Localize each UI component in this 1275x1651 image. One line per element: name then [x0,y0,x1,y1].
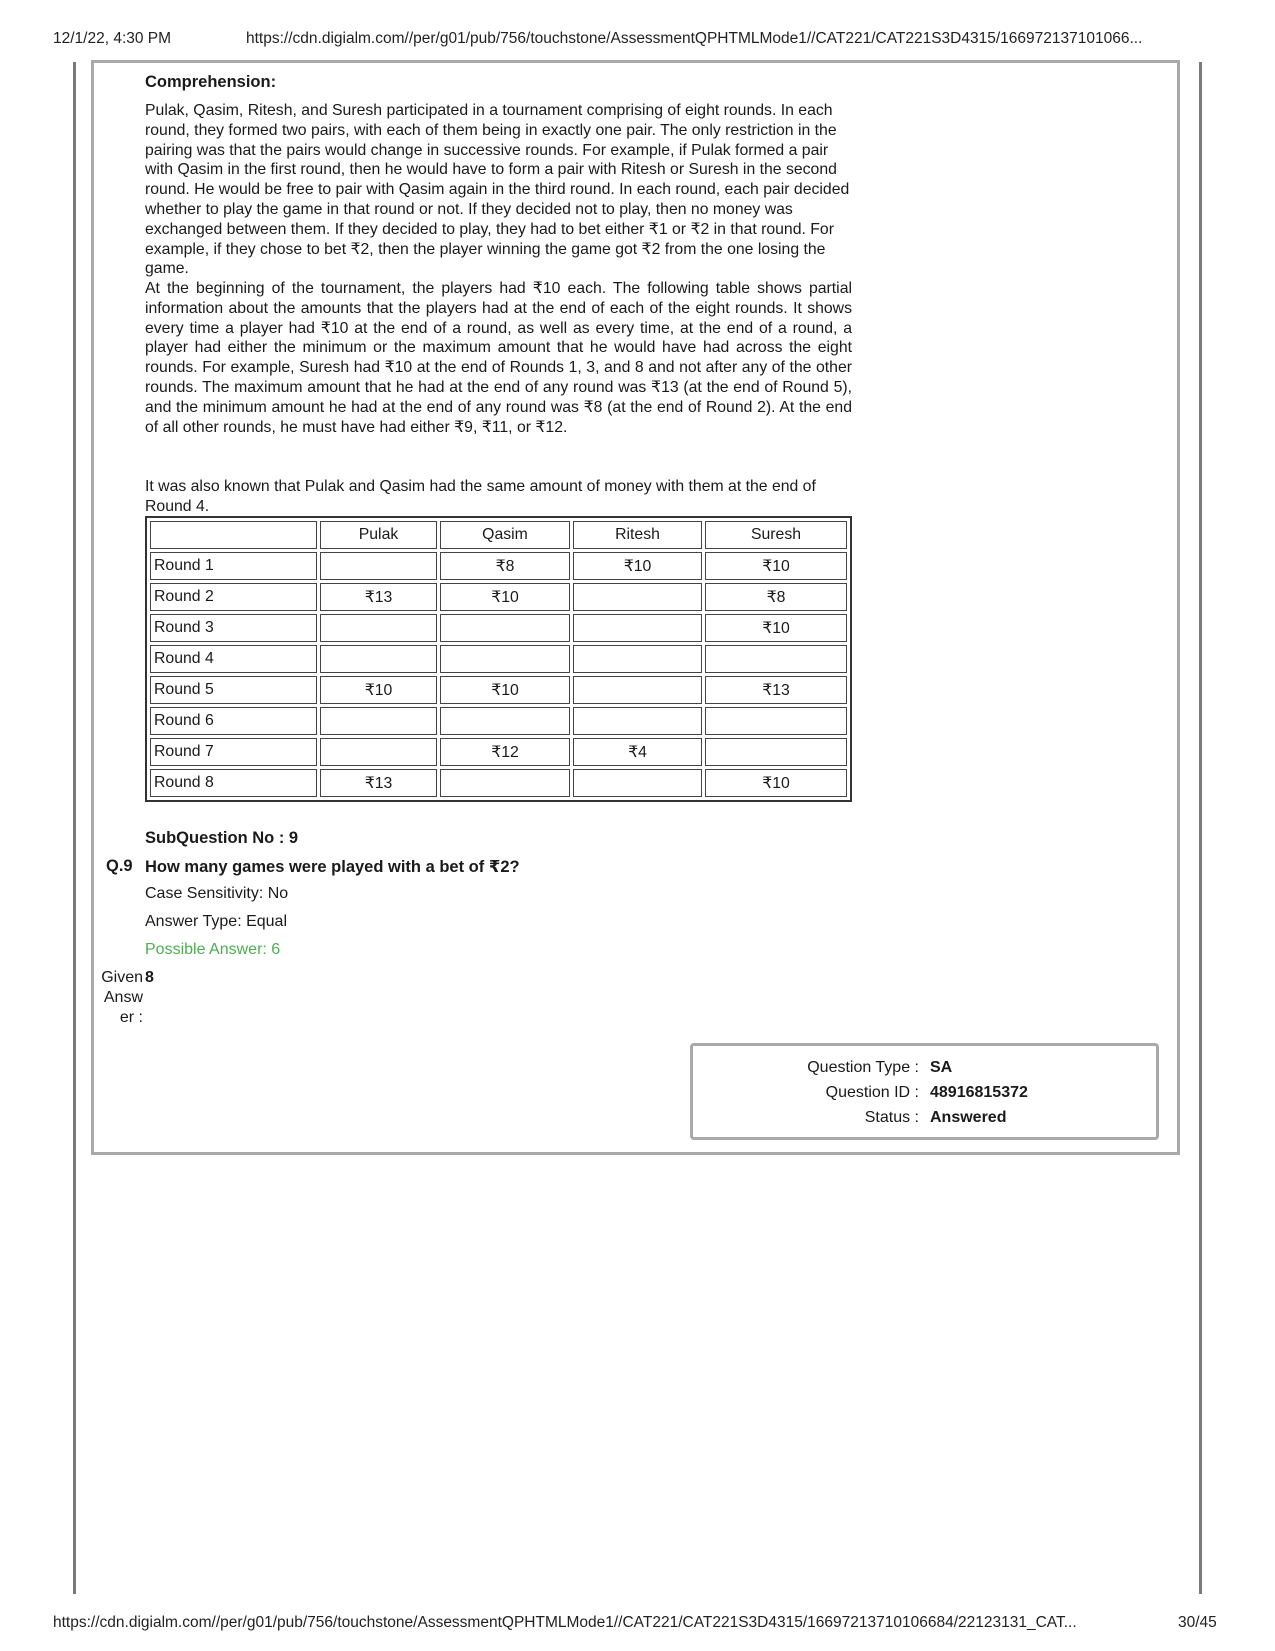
question-type-label: Question Type : [807,1059,919,1076]
question-type-row [693,1059,1156,1081]
table-cell: Round 4 [150,645,317,673]
table-cell: ₹13 [705,676,847,704]
comprehension-paragraph-1: Pulak, Qasim, Ritesh, and Suresh participated in a tournament comprising of eight rounds. In each round, they formed two pairs, with each of them being in exactly one pair. The only restriction in the pairing was that the pairs would change in successive rounds. For example, if Pulak formed a pair with Qasim in the first round, then he would have to form a pair with Ritesh or Suresh in the second round. He would be free to pair with Qasim again in the third round. In each round, each pair decided whether to play the game in that round or not. If they decided not to play, then no money was exchanged between them. If they decided to play, they had to bet either ₹1 or ₹2 in that round. For example, if they chose to bet ₹2, then the player winning the game got ₹2 from the one losing the game. [145,102,850,278]
answer-type: Answer Type: Equal [145,913,288,930]
page-rule-left [73,62,76,1594]
case-sensitivity: Case Sensitivity: No [145,885,289,902]
table-row [150,552,847,580]
table-cell [320,738,437,766]
table-row [150,707,847,735]
table-cell [440,614,570,642]
table-cell: Round 2 [150,583,317,611]
table-cell [320,707,437,735]
table-cell: ₹10 [320,676,437,704]
table-row [150,769,847,797]
subquestion-number: SubQuestion No : 9 [145,829,299,847]
given-answer-label: Given Answ er : [101,969,143,1026]
table-cell [573,614,702,642]
print-header [53,30,1213,52]
table-header-row [150,521,847,549]
table-cell: ₹13 [320,769,437,797]
table-cell: ₹10 [440,676,570,704]
table-cell [440,769,570,797]
table-cell: ₹10 [705,614,847,642]
table-cell: Round 6 [150,707,317,735]
status-label: Status : [864,1109,919,1126]
print-url: https://cdn.digialm.com//per/g01/pub/756/touchstone/AssessmentQPHTMLMode1//CAT221/CAT221S3D4315/166972137101066... [246,30,1143,47]
comprehension-paragraph-3: It was also known that Pulak and Qasim had the same amount of money with them at the end of Round 4. [145,478,816,515]
table-cell: ₹10 [705,552,847,580]
page-number: 30/45 [1178,1614,1217,1631]
table-cell [440,707,570,735]
table-cell [573,707,702,735]
comprehension-paragraph-2: At the beginning of the tournament, the players had ₹10 each. The following table shows partial information about the amounts that the players had at the end of each of the eight rounds. It shows every time a player had ₹10 at the end of a round, as well as every time, at the end of a round, a player had either the minimum or the maximum amount that he would have had across the eight rounds. For example, Suresh had ₹10 at the end of Rounds 1, 3, and 8 and not after any of the other rounds. The maximum amount that he had at the end of any round was ₹13 (at the end of Round 5), and the minimum amount he had at the end of any round was ₹8 (at the end of Round 2). At the end of all other rounds, he must have had either ₹9, ₹11, or ₹12. [145,280,852,436]
table-row [150,583,847,611]
table-cell: ₹8 [440,552,570,580]
question-text: How many games were played with a bet of ₹2? [145,858,520,876]
question-id-row [693,1084,1156,1106]
table-cell [573,769,702,797]
question-id-value: 48916815372 [930,1084,1028,1101]
table-cell [320,552,437,580]
status-row [693,1109,1156,1131]
table-cell [573,583,702,611]
page-rule-right [1199,62,1202,1594]
table-row [150,738,847,766]
comprehension-title: Comprehension: [145,73,277,91]
table-header-cell: Ritesh [573,521,702,549]
table-cell [320,645,437,673]
rounds-table [145,516,852,802]
table-cell [705,738,847,766]
print-datetime: 12/1/22, 4:30 PM [53,30,172,47]
table-cell: Round 8 [150,769,317,797]
table-header-cell: Qasim [440,521,570,549]
table-cell: ₹10 [573,552,702,580]
table-header-cell [150,521,317,549]
question-type-value: SA [930,1059,953,1076]
question-id-label: Question ID : [825,1084,919,1101]
question-number: Q.9 [106,857,133,875]
table-header-cell: Suresh [705,521,847,549]
possible-answer: Possible Answer: 6 [145,941,281,958]
table-cell [705,707,847,735]
table-cell: Round 7 [150,738,317,766]
table-cell: ₹8 [705,583,847,611]
table-cell: ₹4 [573,738,702,766]
given-answer-value: 8 [145,969,154,986]
table-cell: ₹13 [320,583,437,611]
table-cell [573,676,702,704]
table-cell [705,645,847,673]
table-cell: ₹10 [705,769,847,797]
table-cell: Round 3 [150,614,317,642]
table-row [150,614,847,642]
table-header-cell: Pulak [320,521,437,549]
question-info-box [690,1043,1159,1140]
table-cell: Round 1 [150,552,317,580]
table-cell: ₹10 [440,583,570,611]
status-value: Answered [930,1109,1007,1126]
table-cell: Round 5 [150,676,317,704]
table-cell [440,645,570,673]
table-row [150,645,847,673]
print-footer [53,1614,1223,1636]
table-cell [320,614,437,642]
footer-url: https://cdn.digialm.com//per/g01/pub/756/touchstone/AssessmentQPHTMLMode1//CAT221/CAT221S3D4315/16697213710106684/22123131_CAT... [53,1614,1077,1631]
table-cell: ₹12 [440,738,570,766]
table-row [150,676,847,704]
table-cell [573,645,702,673]
